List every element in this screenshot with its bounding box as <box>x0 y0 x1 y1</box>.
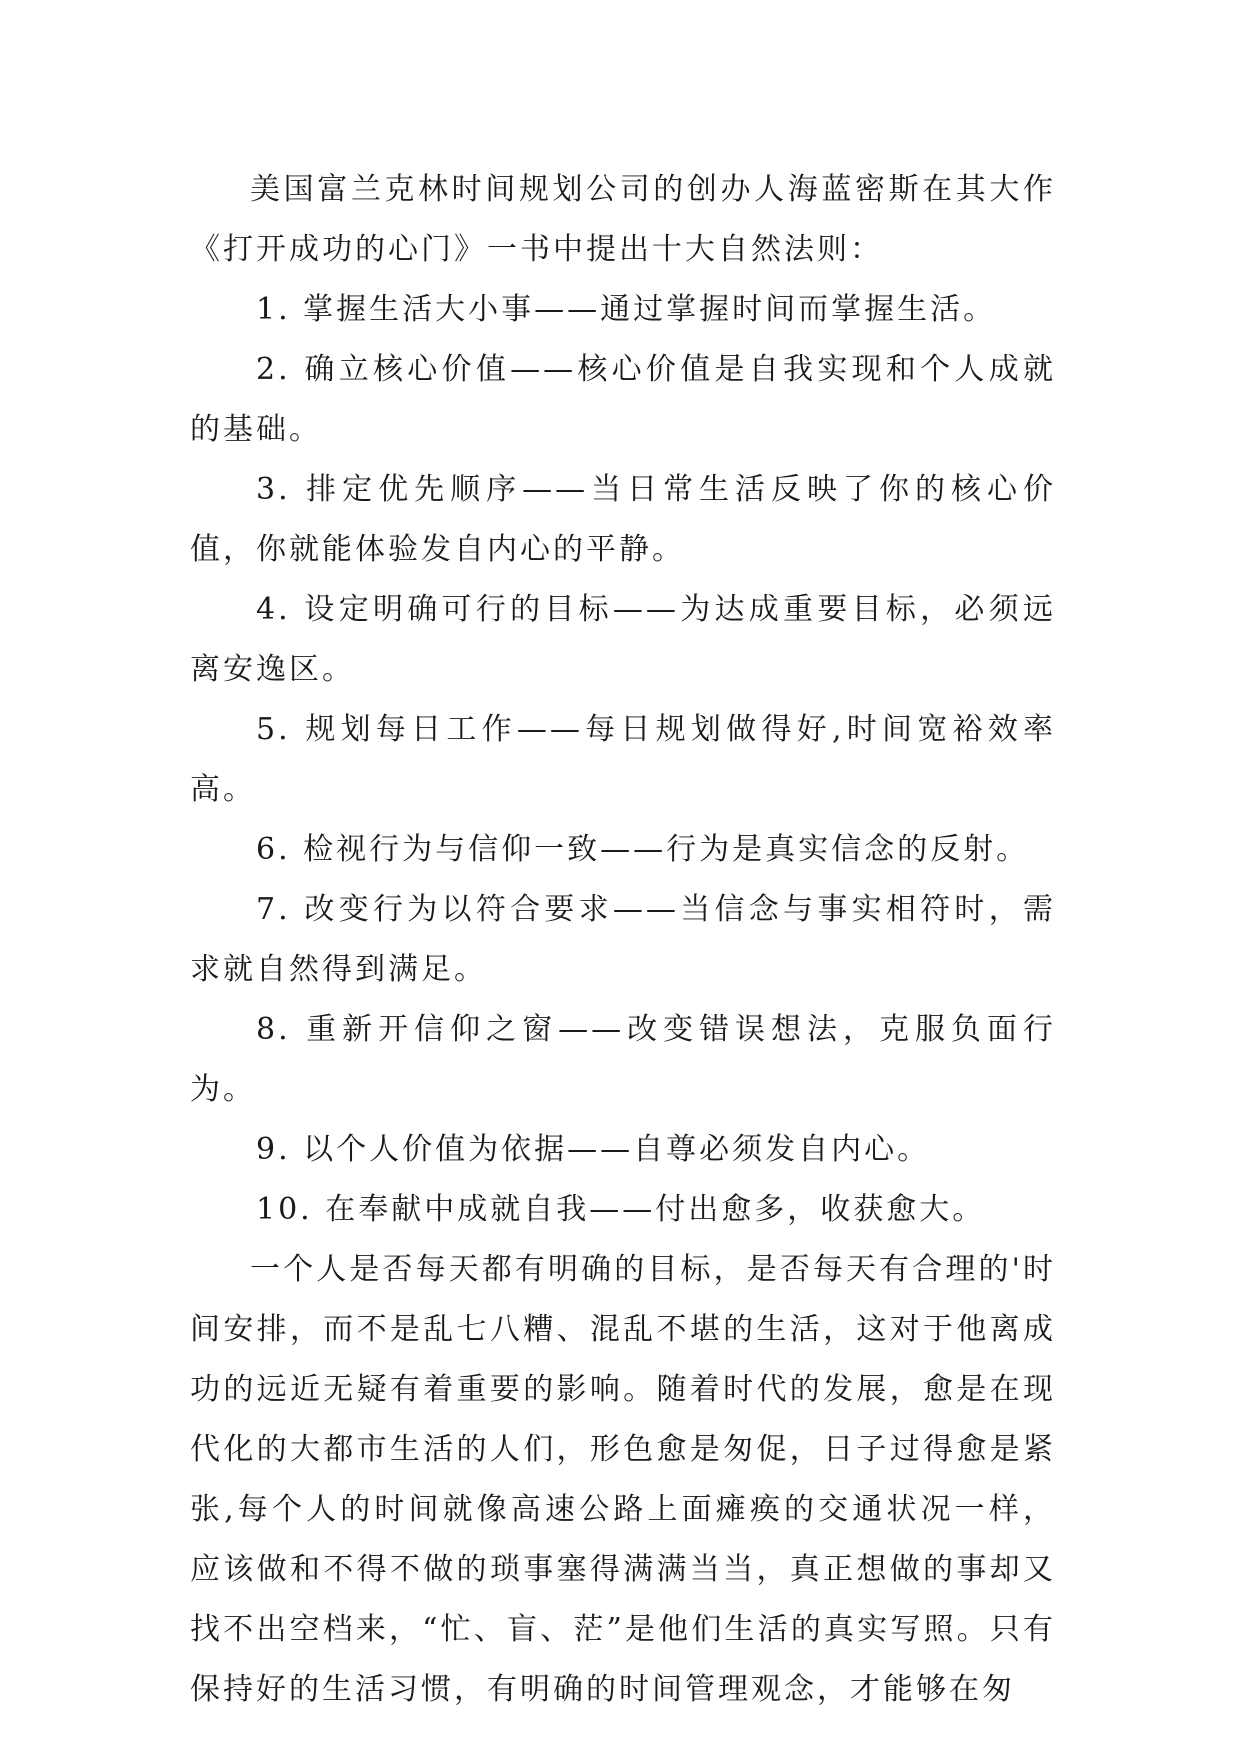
law-item-7: 7. 改变行为以符合要求——当信念与事实相符时，需求就自然得到满足。 <box>190 892 1056 987</box>
law-item-3: 3. 排定优先顺序——当日常生活反映了你的核心价值，你就能体验发自内心的平静。 <box>190 472 1056 567</box>
law-item-5: 5. 规划每日工作——每日规划做得好,时间宽裕效率高。 <box>190 712 1056 807</box>
law-item-9: 9. 以个人价值为依据——自尊必须发自内心。 <box>256 1132 931 1167</box>
document-body <box>190 160 1056 1720</box>
intro-paragraph: 美国富兰克林时间规划公司的创办人海蓝密斯在其大作《打开成功的心门》一书中提出十大自然法则： <box>190 172 1056 267</box>
law-item-8: 8. 重新开信仰之窗——改变错误想法，克服负面行为。 <box>190 1012 1056 1107</box>
law-item-4: 4. 设定明确可行的目标——为达成重要目标，必须远离安逸区。 <box>190 592 1056 687</box>
law-item-1: 1. 掌握生活大小事——通过掌握时间而掌握生活。 <box>256 292 997 327</box>
law-item-6: 6. 检视行为与信仰一致——行为是真实信念的反射。 <box>256 832 1030 867</box>
body-paragraph: 一个人是否每天都有明确的目标，是否每天有合理的'时间安排，而不是乱七八糟、混乱不堪的生活，这对于他离成功的远近无疑有着重要的影响。随着时代的发展，愈是在现代化的大都市生活的人们，形色愈是匆促，日子过得愈是紧张,每个人的时间就像高速公路上面瘫痪的交通状况一样，应该做和不得不做的琐事塞得满满当当，真正想做的事却又找不出空档来，“忙、盲、茫”是他们生活的真实写照。只有保持好的生活习惯，有明确的时间管理观念，才能够在匆 <box>190 1252 1056 1707</box>
law-item-2: 2. 确立核心价值——核心价值是自我实现和个人成就的基础。 <box>190 352 1056 447</box>
law-item-10: 10. 在奉献中成就自我——付出愈多，收获愈大。 <box>256 1192 986 1227</box>
